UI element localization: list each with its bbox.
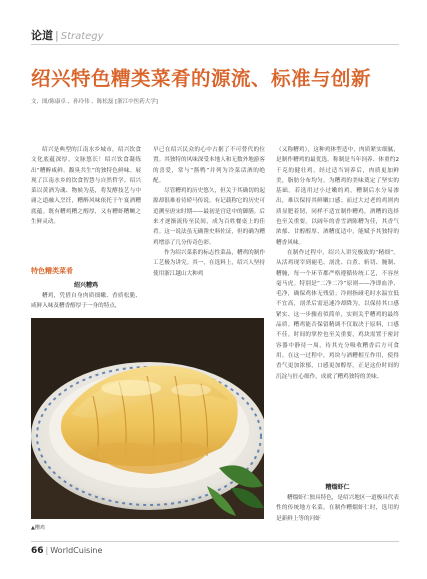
page-footer (31, 546, 102, 556)
body-paragraph: 早已在绍兴民众的心中占据了不可替代的位置。其独特的风味深受本地人和无数外地游客的喜爱，常与“酱鸭”并列为冷菜话酒的绝配。 (153, 147, 265, 184)
body-paragraph: 糟鸡，凭借自身肉质细嫩、香质松脆、咸鲜入味及糟香醇厚于一身的特点， (31, 293, 141, 310)
body-paragraph: 绍兴是典型的江南水乡城市，绍兴饮食文化底蕴深厚。文脉悠长！绍兴饮食凝练出“糟醉咸鲜、馥臭共生”的独特色鲜味。展现了江南水乡的饮食智慧与自然哲学。绍兴菜以黄酒为魂、物候为基，将发酵技艺与中庸之道融入烹饪，糟醉风味依托于午宴酒糟底蕴。既有糟鸡糟之醇厚，又有糟虾糟鳜之生鲜灵动。 (31, 147, 141, 226)
section-subhead: 特色糟类菜肴 (31, 267, 73, 275)
body-paragraph: 作为绍兴菜系的标志性菜品，糟鸡的制作工艺极为讲究。其一，在选料上，绍兴人坚持使用浙江越山大种鸡 (153, 249, 265, 277)
top-rule (31, 44, 399, 45)
column-3 (276, 145, 399, 382)
body-paragraph: 在制作过程中，绍兴人讲究极致的“精细”。从活鸡现宰到褪毛、剖洗、白煮、斩切、腌制、糟腌，每一个环节都严格遵循传统工艺，不容丝毫马虎。特别是“二净二冷”原则——净即血净、毛净，确保鸡体无残留；冷则指碰毛时水温宜低不宜高，剖杀后需迅速冷却降为，以保持其口感紧实、这一步骤看似简单，实则关乎糟鸡的最终品质。糟鸡能否保留精调不仅取决于原料，口感不佳。时间的掌控也至关重要，鸡块需置于密封容器中静待一周，待其充分吸收糟香后方可食用。在这一过程中，鸡块与酒糟相互作用，使得香气更加浓郁，口感更加醇厚。正是这份时间的沉淀与匠心细作，成就了糟鸡独特的美味。 (276, 249, 399, 380)
footer-separator: | (45, 546, 49, 555)
photo-caption: ▲糟鸡 (31, 525, 45, 531)
dish-title: 绍兴糟鸡 (73, 282, 98, 289)
body-paragraph: 尽管糟鸡的历史悠久，但关于其确切的起源却很难看待轿马传说。有记载称它的历史可追溯至唐宋时期——最初是宫廷中的御膳。后来才逐渐流传至民间，成为百姓餐桌上的佳肴。这一说法虽无确凿史料佐证，但的确为糟鸡增添了几分传奇色彩。 (153, 188, 265, 246)
drunken-chicken-illustration (31, 318, 264, 519)
magazine-name: WorldCuisine (50, 546, 103, 555)
section-name-en: Strategy (60, 31, 104, 42)
column-3-continued (276, 493, 399, 524)
column-1-continued (31, 291, 141, 312)
column-1 (31, 145, 141, 227)
section-name: 论道 (31, 29, 53, 42)
dish-title-2: 糟熘虾仁 (325, 484, 350, 491)
bottom-rule (31, 541, 399, 542)
dish-photo (31, 318, 264, 519)
article-authors: 文、图/陈康卓 、孙玲伟 、陈松磊 [浙江中医药大学] (31, 99, 158, 105)
body-paragraph: 糟熘虾仁独具特色，是绍兴地区一道极具代表性的传统地方名菜。在制作糟熘虾仁时，选用的是新鲜上等的河虾 (276, 495, 399, 522)
column-2 (153, 145, 265, 279)
page-number: 66 (31, 546, 44, 556)
section-separator: | (55, 29, 59, 42)
article-title: 绍兴特色糟类菜肴的源流、标准与创新 (31, 67, 372, 90)
section-tag (31, 27, 104, 43)
body-paragraph: （又称糟鸡），这种鸡体型适中，肉质紧实细腻，是制作糟鸡的最优选。称制是当年饲养、体重约2千克的健壮鸡，经过适当饲养后，肉质更加鲜美，脂肪分布均匀。为糟鸡的美味奠定了坚实的基础。若选用过小过嫩的鸡，糟制后水分易渗出，难以保持其鲜嫩口感；而过大过老的鸡则肉质显肥着韧，同样不适宜制作糟鸡，酒糟的选择也至关重要。以阔年的香雪酒陈糟为佳，其香气浓郁、甘醇醇厚、酒糟度适中，能赋予其独特的糟香风味。 (276, 147, 399, 246)
